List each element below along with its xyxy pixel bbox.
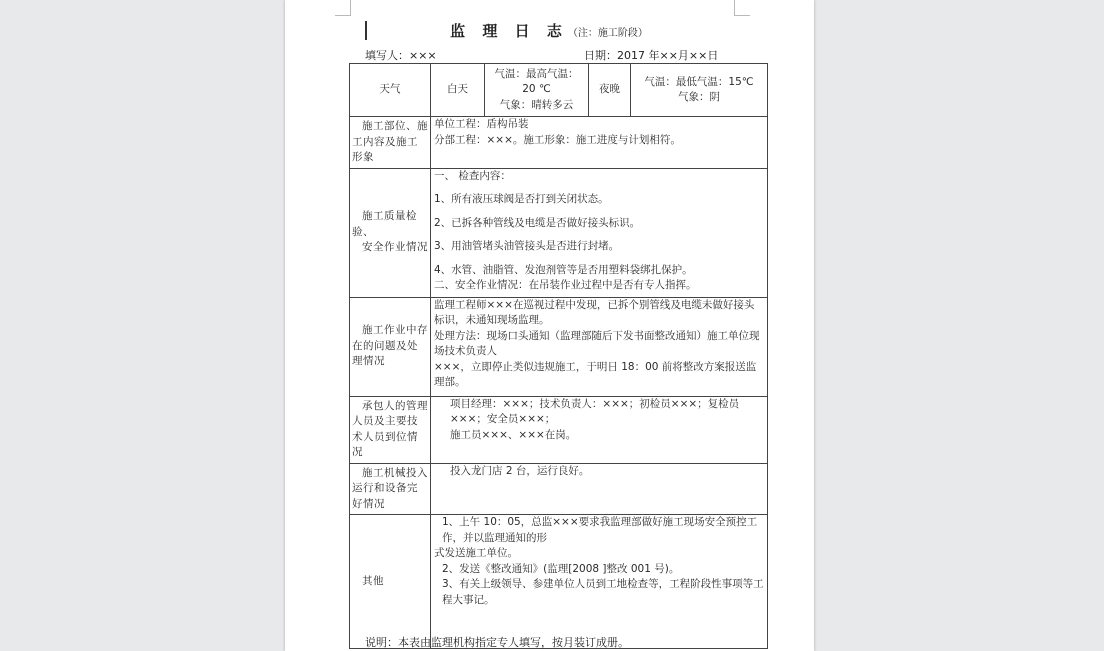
site-line: 单位工程：盾构吊装 [434, 118, 529, 130]
issues-label: 施工作业中存在的问题及处理情况 [350, 297, 431, 396]
quality-label [350, 168, 431, 297]
title-note: （注：施工阶段） [567, 28, 648, 39]
quality-content [431, 168, 768, 297]
document-page[interactable] [285, 0, 814, 651]
night-weather-cell [631, 64, 768, 117]
day-weather-cell [485, 64, 589, 117]
other-line: 1、上午 10：05，总监×××要求我监理部做好施工现场安全预控工作，并以监理通知的形 [442, 516, 758, 544]
quality-line: 1、所有液压球阀是否打到关闭状态。 [434, 193, 609, 205]
other-line: 3、有关上级领导、参建单位人员到工地检查等，工程阶段性事项等工程大事记。 [442, 578, 764, 606]
site-line: 分部工程：×××。施工形象：施工进度与计划相符。 [434, 133, 681, 146]
staff-line: 施工员×××、×××在岗。 [450, 428, 577, 441]
quality-line: 4、水管、油脂管、发泡剂管等是否用塑料袋绑扎保护。 [434, 263, 693, 276]
weather-row [350, 64, 768, 117]
equipment-row [350, 463, 768, 515]
staff-row [350, 396, 768, 463]
issues-line: ×××，立即停止类似违规施工，于明日 18：00 前将整改方案报送监理部。 [434, 360, 757, 388]
site-content [431, 117, 768, 169]
site-row [350, 117, 768, 169]
filler-field [365, 47, 437, 63]
weather-label: 天气 [350, 64, 431, 117]
filler-value: ××× [409, 49, 437, 62]
staff-label: 承包人的管理人员及主要技术人员到位情况 [350, 396, 431, 463]
quality-line: 3、用油管堵头油管接头是否进行封堵。 [434, 240, 620, 252]
night-condition: 气象：阴 [678, 91, 720, 103]
night-temperature: 气温：最低气温：15℃ [644, 75, 754, 88]
day-condition: 气象：晴转多云 [499, 98, 574, 111]
margin-corner-marker [734, 0, 750, 16]
night-label: 夜晚 [589, 64, 631, 117]
quality-line: 二、安全作业情况：在吊装作业过程中是否有专人指挥。 [434, 279, 697, 291]
quality-label-line: 安全作业情况 [362, 241, 428, 254]
other-line: 式发送施工单位。 [434, 547, 518, 559]
staff-line: 项目经理：×××；技术负责人：×××；初检员×××；复检员×××；安全员×××； [450, 397, 740, 425]
other-content [431, 515, 768, 649]
other-line: 2、发送《整改通知》(监理[2008 ]整改 001 号)。 [442, 562, 680, 575]
staff-content [431, 396, 768, 463]
footer-note: 说明：本表由监理机构指定专人填写，按月装订成册。 [365, 636, 629, 649]
filler-label: 填写人： [365, 49, 409, 62]
page-title [349, 20, 749, 41]
equipment-content [431, 463, 768, 515]
quality-row [350, 168, 768, 297]
supervision-log-table [349, 63, 768, 649]
issues-line: 处理方法：现场口头通知（监理部随后下发书面整改通知）施工单位现场技术负责人 [434, 329, 760, 357]
day-temperature: 气温：最高气温：20 ℃ [494, 67, 579, 96]
issues-line: 监理工程师×××在巡视过程中发现，已拆个别管线及电缆未做好接头标识，未通知现场监理。 [434, 298, 755, 326]
date-field [584, 47, 718, 63]
other-label: 其他 [350, 515, 431, 649]
quality-line: 一、 检查内容： [434, 169, 511, 182]
issues-content [431, 297, 768, 396]
margin-corner-marker [335, 0, 351, 16]
quality-label-line: 施工质量检验、 [352, 210, 417, 238]
quality-line: 2、已拆各种管线及电缆是否做好接头标识。 [434, 216, 641, 229]
date-label: 日期： [584, 49, 617, 62]
day-label: 白天 [431, 64, 485, 117]
issues-row [350, 297, 768, 396]
other-row [350, 515, 768, 649]
equipment-line: 投入龙门店 2 台，运行良好。 [450, 464, 590, 477]
date-value: 2017 年××月××日 [617, 49, 719, 62]
site-label: 施工部位、施工内容及施工形象 [350, 117, 431, 169]
equipment-label: 施工机械投入运行和设备完好情况 [350, 463, 431, 515]
title-text: 监 理 日 志 [450, 22, 568, 40]
